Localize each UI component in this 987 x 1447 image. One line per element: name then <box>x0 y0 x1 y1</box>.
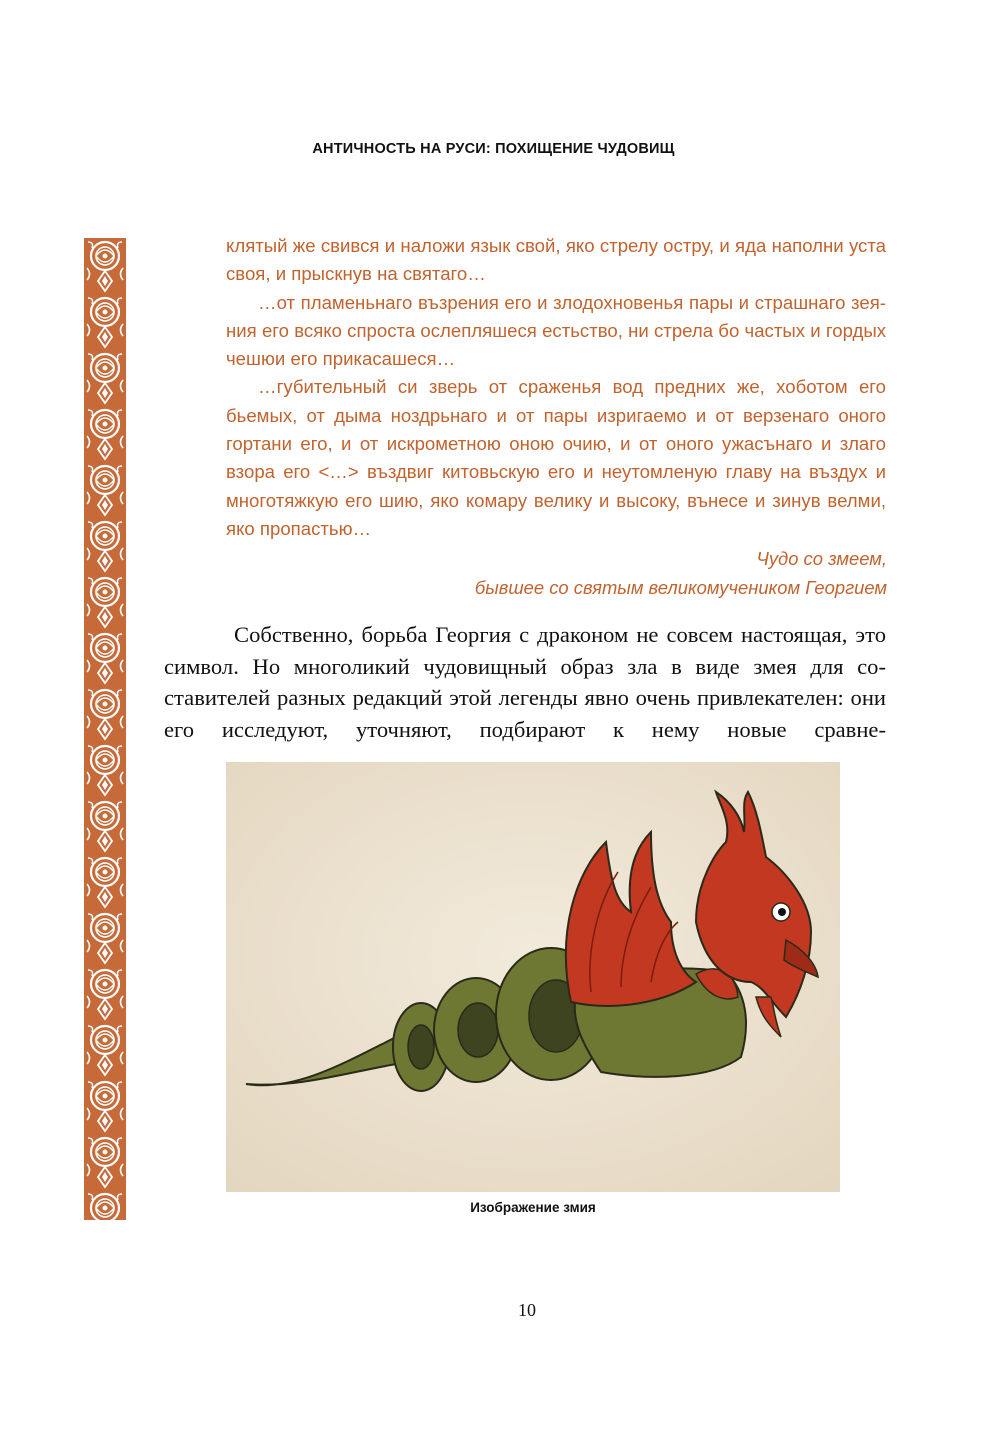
quote-paragraph-1: клятый же свився и наложи язык свой, яко стрелу остру, и яда наполни уста своя, и прыскнув на святаго… <box>226 235 886 285</box>
page-number: 10 <box>518 1300 536 1320</box>
attribution-line-2: бывшее со святым великомучеником Георгием <box>474 576 887 598</box>
body-text <box>164 619 886 745</box>
quote-paragraph-3: …губительный си зверь от сраженья вод предних же, хоботом его бьемых, от дыма ноздрьнаго и от пары изригаемо и от верзенаго оного гортани его, и от искрометною оною очию, и от оного ужасънаго и злаго взора его <…> въздвиг китовьскую его и неутомленую главу на въздух и многотяжкую его шию, яко комару велику и высоку, вънесе и зинув велми, яко пропастью… <box>226 376 886 539</box>
figure-caption: Изображение змия <box>470 1200 596 1215</box>
quotation-block <box>226 232 886 543</box>
serpent-illustration <box>226 762 840 1192</box>
decorative-border-ornament <box>84 238 126 1220</box>
body-paragraph: Собственно, борьба Георгия с драконом не совсем настоящая, это символ. Но многоликий чудовищный образ зла в виде змея для составителей разных редакций этой легенды явно очень привлекателен: они его исследуют, уточняют, подбирают к нему новые сравне- <box>164 622 886 742</box>
quote-paragraph-2: …от пламеньнаго възрения его и злодохновенья пары и страшнаго зеяния его всяко спроста ослепляшеся естьство, ни стрела бо частых и гордых чешюи его прикасашеся… <box>226 291 886 370</box>
attribution-line-1: Чудо со змеем, <box>756 548 887 569</box>
quote-attribution <box>475 545 887 602</box>
running-head: АНТИЧНОСТЬ НА РУСИ: ПОХИЩЕНИЕ ЧУДОВИЩ <box>312 141 675 157</box>
